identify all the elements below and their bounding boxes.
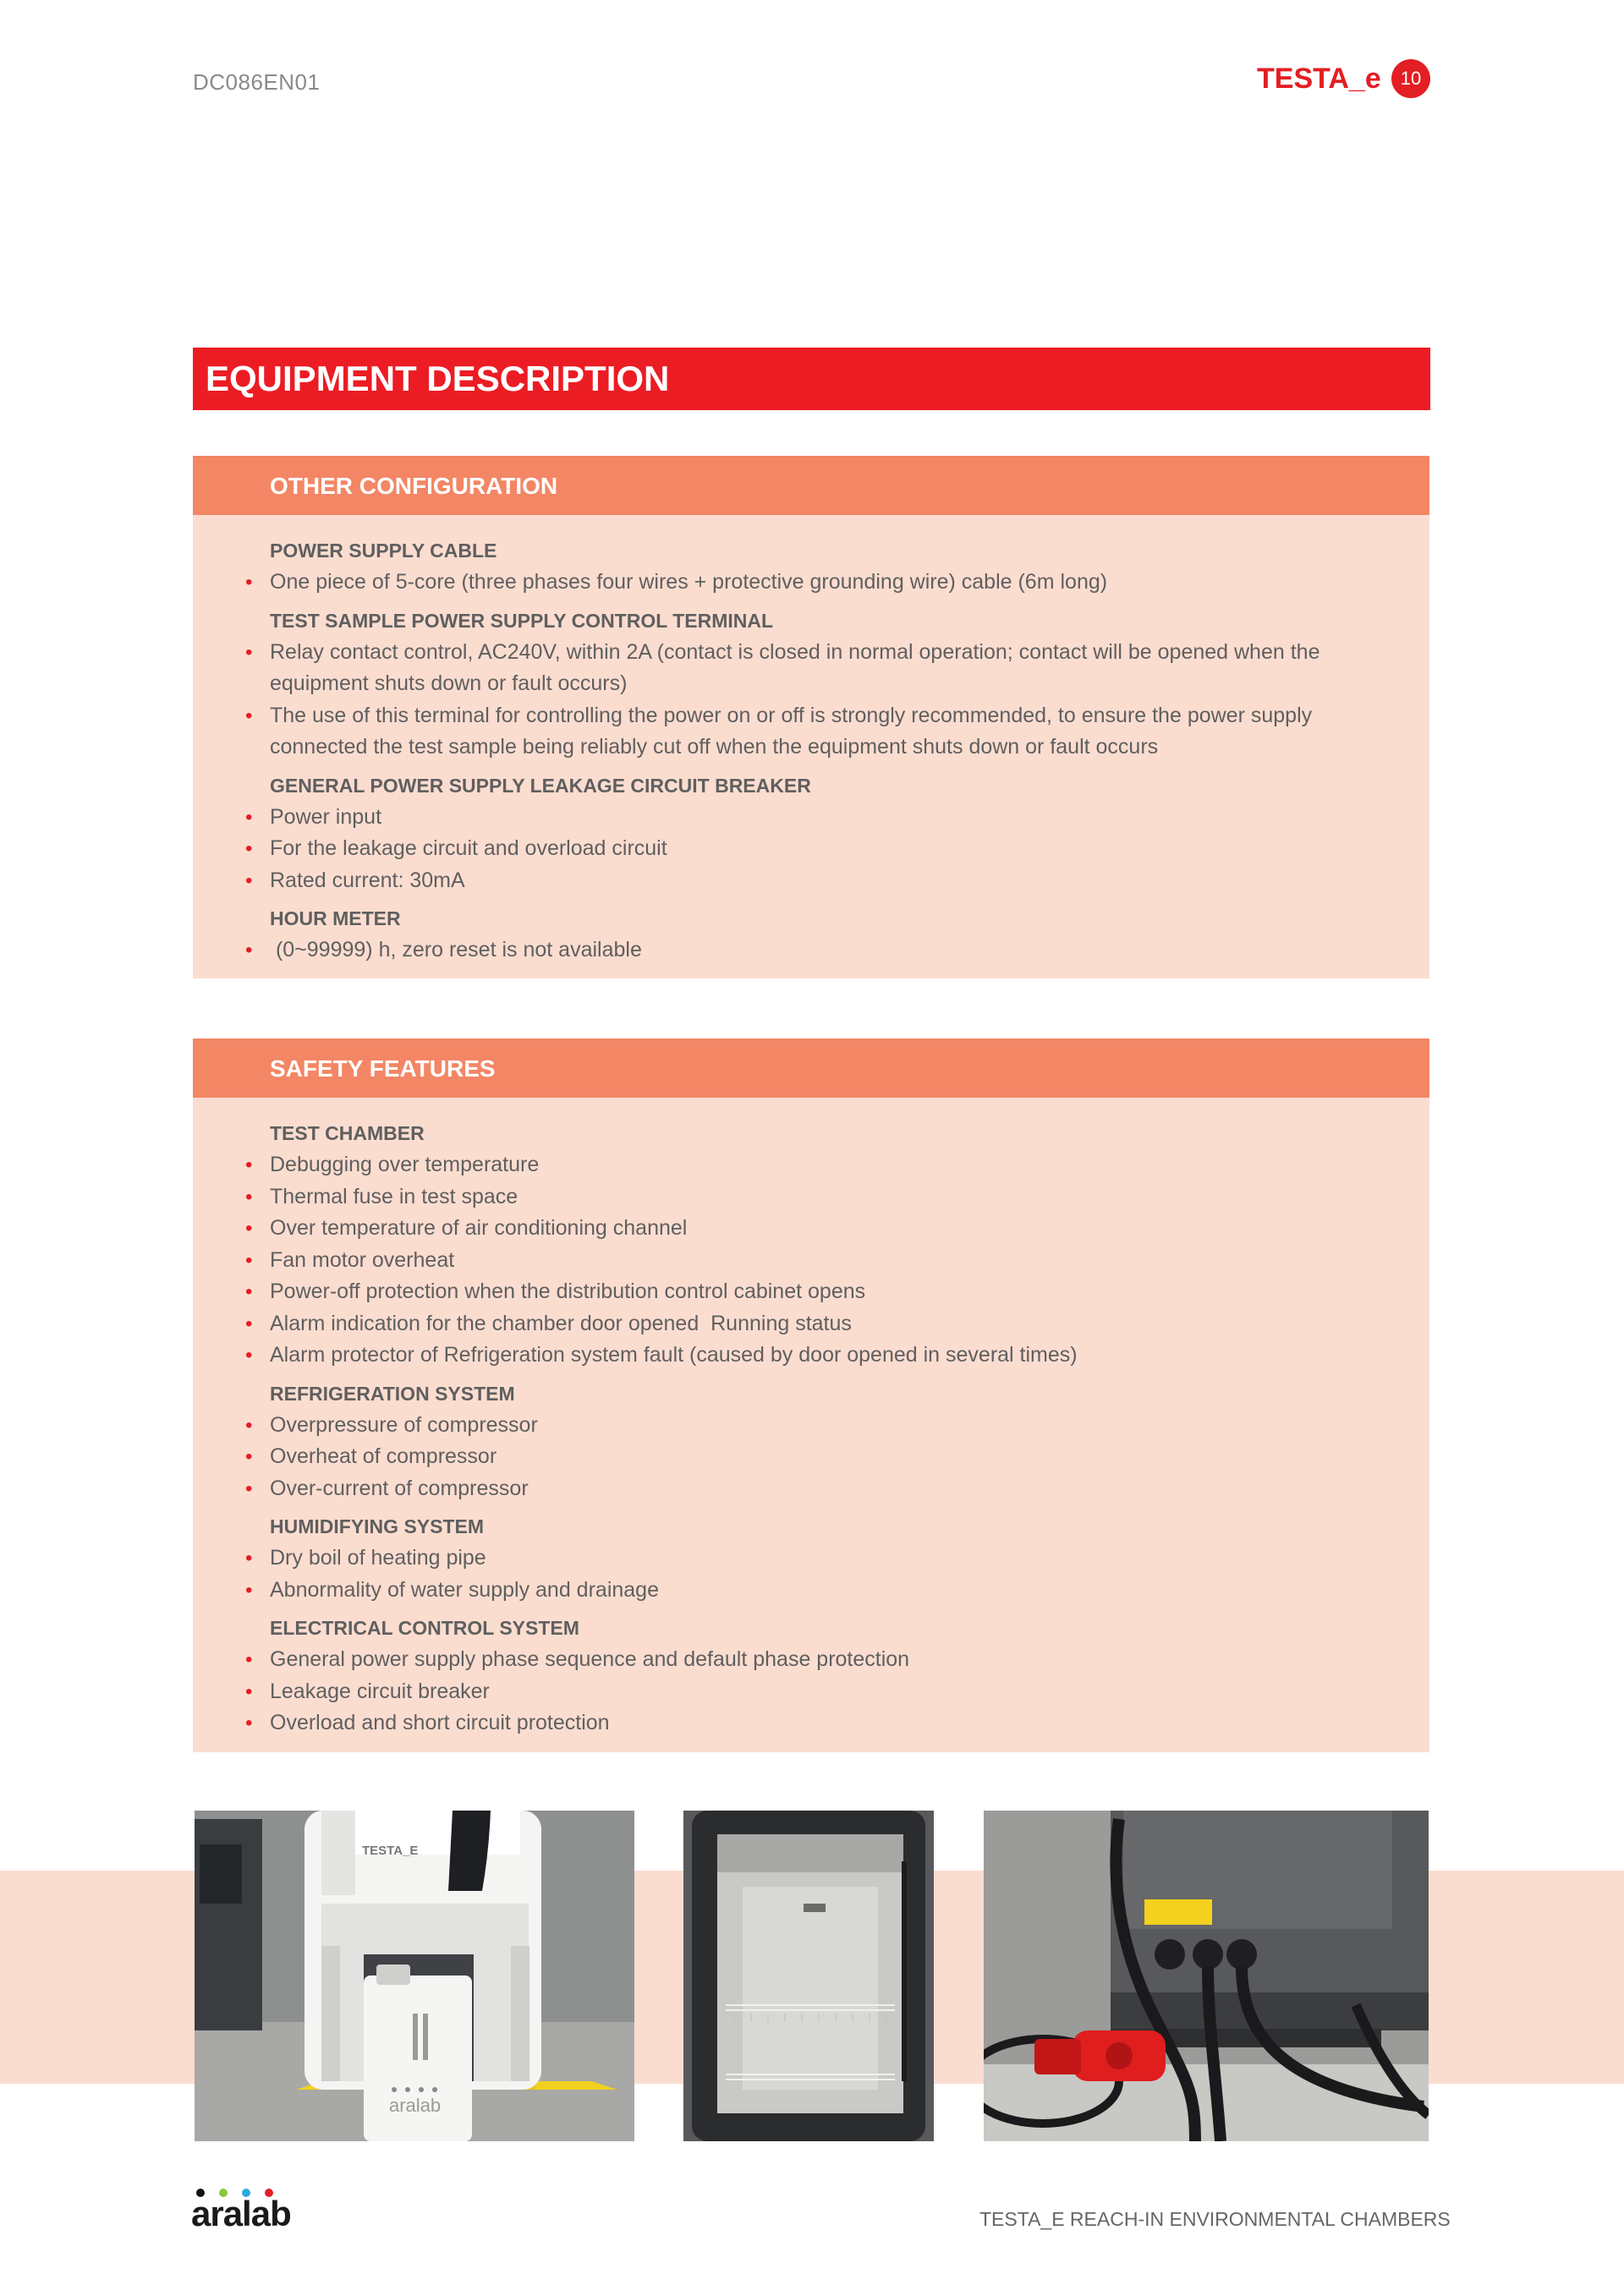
list-item: • Dry boil of heating pipe (193, 1543, 1429, 1575)
chamber-brand-label: TESTA_E (362, 1844, 419, 1858)
group-heading: POWER SUPPLY CABLE (270, 540, 497, 562)
group-heading: TEST CHAMBER (270, 1122, 425, 1144)
list-item: • One piece of 5-core (three phases four wires + protective grounding wire) cable (6m long) (193, 567, 1429, 599)
list-item: • Overload and short circuit protection (193, 1707, 1429, 1740)
list-item: • Overpressure of compressor (193, 1410, 1429, 1442)
list-item: • Rated current: 30mA (193, 865, 1429, 897)
list-item: • Leakage circuit breaker (193, 1676, 1429, 1708)
list-item: • Overheat of compressor (193, 1441, 1429, 1473)
list-item: • The use of this terminal for controlling the power on or off is strongly recommended, to ensure the power supply connected the test sample being reliably cut off when the equipment shuts down or fault occurs (193, 700, 1429, 764)
list-item: • Relay contact control, AC240V, within 2A (contact is closed in normal operation; contact will be opened when the equipment shuts down or fault occurs) (193, 637, 1429, 700)
bullet-list (193, 637, 1429, 764)
list-item: • Alarm protector of Refrigeration system fault (caused by door opened in several times) (193, 1340, 1429, 1372)
group-heading: HUMIDIFYING SYSTEM (270, 1515, 485, 1537)
list-item: • Over temperature of air conditioning channel (193, 1213, 1429, 1245)
brand-name: TESTA_e (1257, 63, 1381, 95)
list-item: • Over-current of compressor (193, 1473, 1429, 1505)
group-heading: TEST SAMPLE POWER SUPPLY CONTROL TERMINAL (270, 609, 774, 632)
list-item: • Alarm indication for the chamber door opened Running status (193, 1308, 1429, 1340)
group-heading: ELECTRICAL CONTROL SYSTEM (270, 1617, 579, 1639)
bullet-list (193, 934, 1429, 967)
list-item: • For the leakage circuit and overload circuit (193, 833, 1429, 865)
safety-features-panel (193, 1038, 1429, 1752)
list-item: • Thermal fuse in test space (193, 1181, 1429, 1214)
list-item: • Abnormality of water supply and drainage (193, 1575, 1429, 1607)
group-heading: REFRIGERATION SYSTEM (270, 1382, 515, 1405)
list-item: • Debugging over temperature (193, 1149, 1429, 1181)
bullet-list (193, 1149, 1429, 1372)
group-heading: GENERAL POWER SUPPLY LEAKAGE CIRCUIT BREAKER (270, 774, 811, 797)
bullet-list (193, 1410, 1429, 1505)
bullet-list (193, 1543, 1429, 1606)
bullet-list (193, 567, 1429, 599)
doc-code: DC086EN01 (193, 69, 321, 95)
list-item: • Power input (193, 802, 1429, 834)
list-item: • Fan motor overheat (193, 1245, 1429, 1277)
chamber-interior-photo (683, 1811, 934, 2141)
panel-title: SAFETY FEATURES (193, 1038, 1429, 1098)
chamber-front-photo (195, 1811, 634, 2141)
panel-title: OTHER CONFIGURATION (193, 456, 1429, 515)
bullet-list (193, 802, 1429, 897)
footer-title: TESTA_E REACH-IN ENVIRONMENTAL CHAMBERS (979, 2208, 1451, 2230)
list-item: • General power supply phase sequence and default phase protection (193, 1644, 1429, 1676)
aralab-logo: aralab (191, 2194, 291, 2233)
page-number-badge: 10 (1391, 59, 1430, 98)
section-title-banner: EQUIPMENT DESCRIPTION (193, 348, 1430, 410)
group-heading: HOUR METER (270, 907, 401, 929)
bullet-list (193, 1644, 1429, 1740)
water-tank-label: aralab (389, 2095, 442, 2116)
list-item: • Power-off protection when the distribution control cabinet opens (193, 1276, 1429, 1308)
other-configuration-panel (193, 456, 1429, 978)
power-cable-photo (984, 1811, 1429, 2141)
list-item: • (0~99999) h, zero reset is not available (193, 934, 1429, 967)
